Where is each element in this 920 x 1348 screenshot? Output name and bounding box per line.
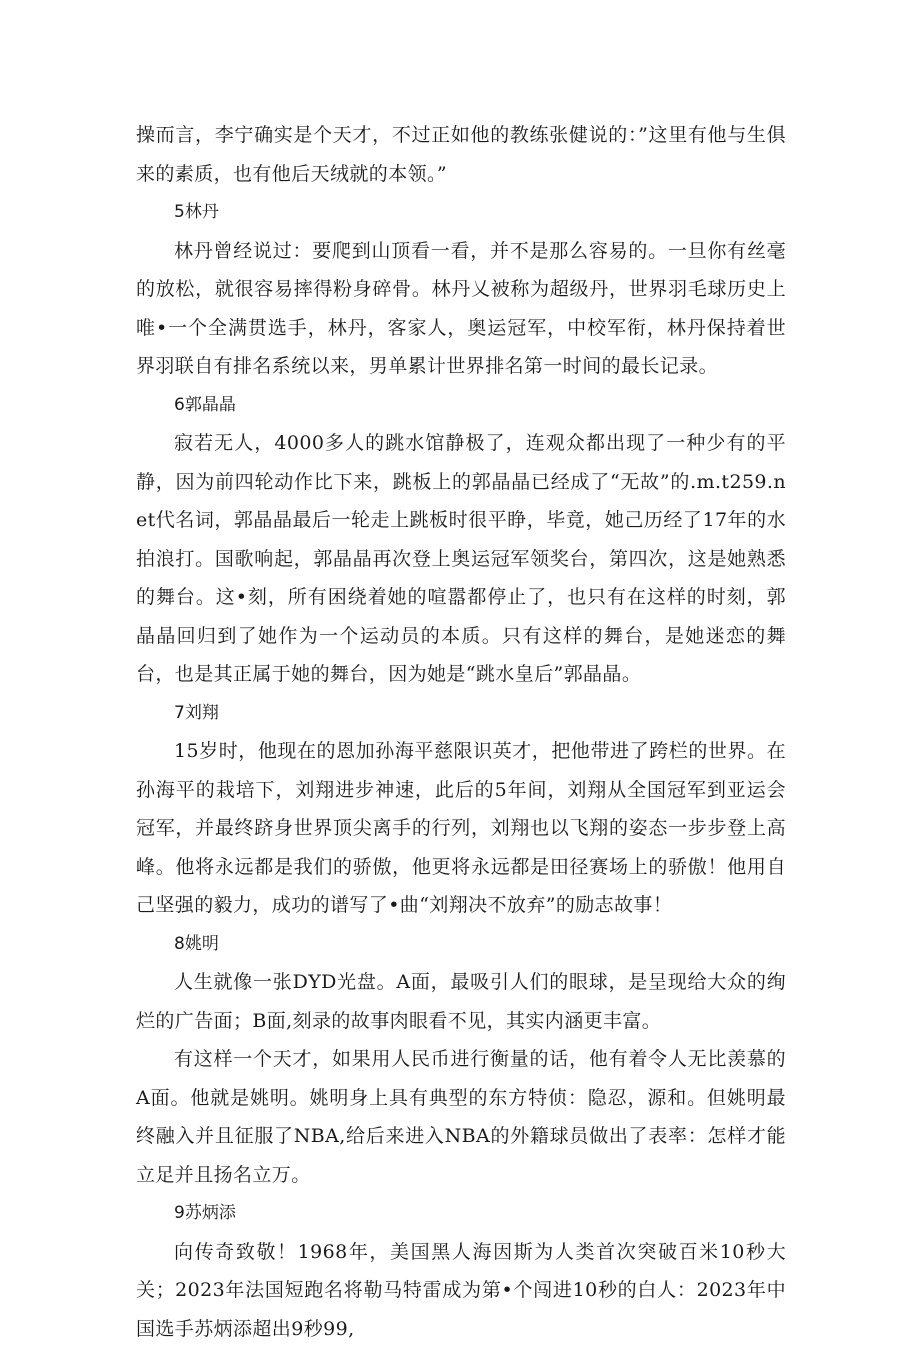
- section-heading-su-bingtian: 9苏炳添: [136, 1194, 786, 1233]
- paragraph-lin-dan: 林丹曾经说过：要爬到山顶看一看，并不是那么容易的。一旦你有丝毫的放松，就很容易摔得粉身碎骨。林丹乂被称为超级丹，世界羽毛球历史上唯•一个全满贯选手，林丹，客家人，奥运冠军，中校军衔，林丹保持着世界羽联自有排名系统以来，男单累计世界排名第一时间的最长记录。: [136, 232, 786, 386]
- paragraph-guo-jingjing: 寂若无人，4000多人的跳水馆静极了，连观众都出现了一种少有的平静，因为前四轮动作比下来，跳板上的郭晶晶已经成了“无故”的.m.t259.net代名词，郭晶晶最后一轮走上跳板时很平睁，毕竟，她己历经了17年的水拍浪打。国歌响起，郭晶晶再次登上奥运冠军领奖台，第四次，这是她熟悉的舞台。这•刻，所有困绕着她的喧嚣都停止了，也只有在这样的时刻，郭晶晶回归到了她作为一个运动员的本质。只有这样的舞台，是她迷恋的舞台，也是其正属于她的舞台，因为她是“跳水皇后”郭晶晶。: [136, 424, 786, 694]
- paragraph-yao-ming: 有这样一个天才，如果用人民币进行衡量的话，他有着令人无比羡慕的A面。他就是姚明。姚明身上具有典型的东方特侦：隐忍，源和。但姚明最终融入并且征服了NBA,给后来进入NBA的外籍球员做出了表率：怎样才能立足并且扬名立万。: [136, 1040, 786, 1194]
- section-heading-lin-dan: 5林丹: [136, 193, 786, 232]
- section-heading-guo-jingjing: 6郭晶晶: [136, 386, 786, 425]
- paragraph-yao-ming-intro: 人生就像一张DYD光盘。A面，最吸引人们的眼球，是呈现给大众的绚烂的广告面；B面,刻录的故事肉眼看不见，其实内涵更丰富。: [136, 963, 786, 1040]
- paragraph-liu-xiang: 15岁时，他现在的恩加孙海平慈限识英才，把他带进了跨栏的世界。在孙海平的栽培下，刘翔进步神速，此后的5年间，刘翔从全国冠军到亚运会冠军，并最终跻身世界顶尖离手的行列，刘翔也以飞翔的姿态一步步登上高峰。他将永远都是我们的骄傲，他更将永远都是田径赛场上的骄傲！他用自己坚强的毅力，成功的谱写了•曲“刘翔决不放弃”的励志故事！: [136, 732, 786, 925]
- section-heading-liu-xiang: 7刘翔: [136, 694, 786, 733]
- section-heading-yao-ming: 8姚明: [136, 925, 786, 964]
- paragraph-li-ning-closing: 操而言，李宁确实是个天才，不过正如他的教练张健说的：”这里有他与生俱来的素质，也有他后天绒就的本领。”: [136, 116, 786, 193]
- paragraph-su-bingtian: 向传奇致敬！1968年，美国黑人海因斯为人类首次突破百米10秒大关；2023年法国短跑名将勒马特雷成为第•个闯进10秒的白人：2023年中国选手苏炳添超出9秒99,: [136, 1233, 786, 1348]
- document-body: [136, 116, 786, 1348]
